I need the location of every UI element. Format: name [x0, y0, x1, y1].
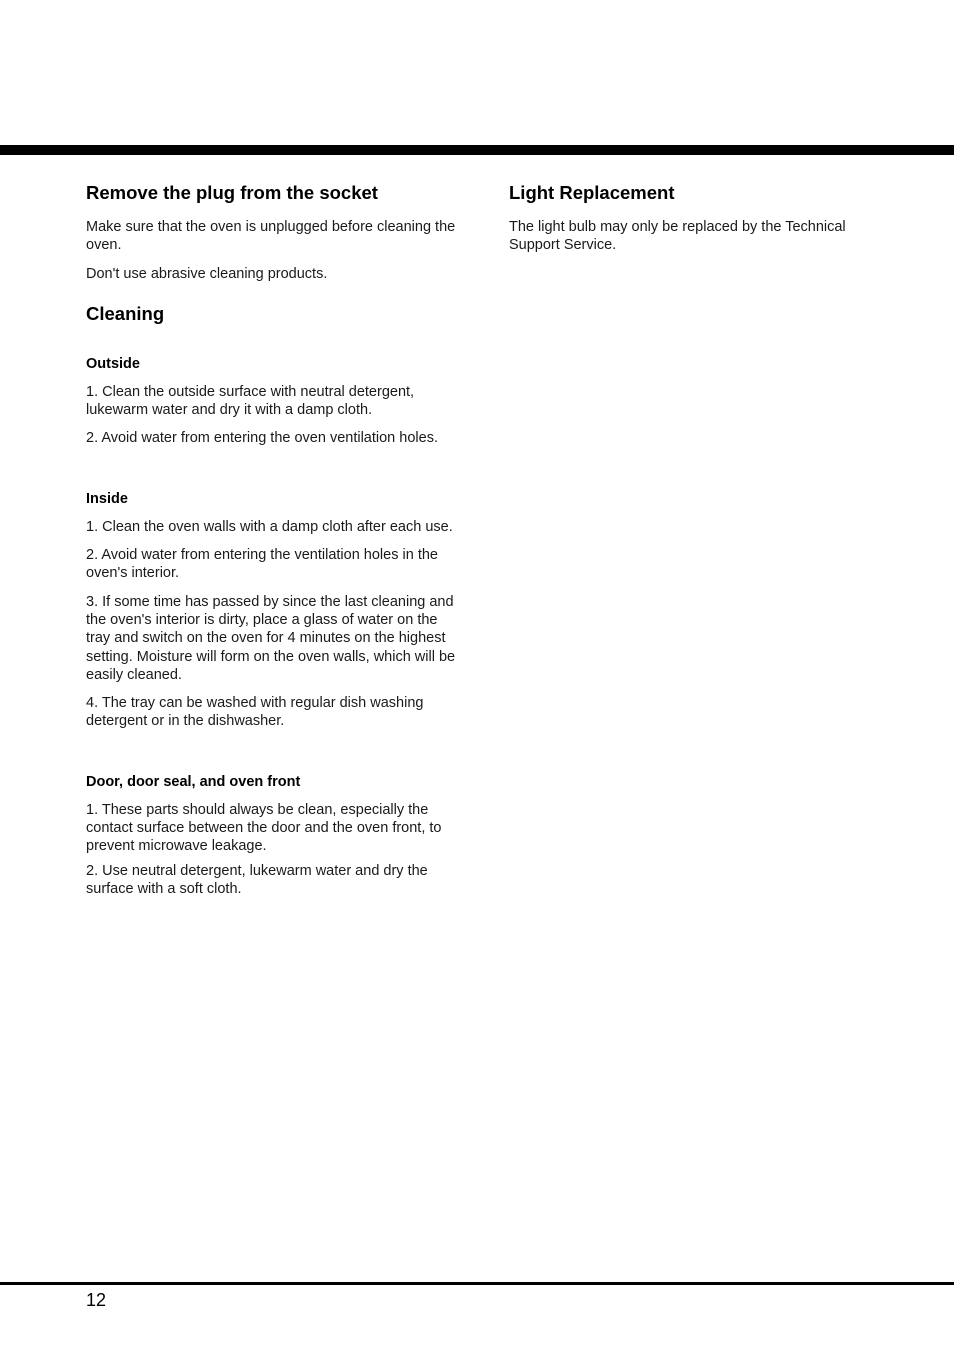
light-section — [509, 180, 879, 255]
outside-item: 1. Clean the outside surface with neutral detergent, lukewarm water and dry it with a damp cloth. — [86, 383, 415, 419]
plug-paragraph: Don't use abrasive cleaning products. — [86, 265, 328, 282]
inside-item: 4. The tray can be washed with regular dish washing detergent or in the dishwasher. — [86, 695, 424, 730]
plug-section — [86, 180, 464, 283]
light-paragraph: The light bulb may only be replaced by the Technical Support Service. — [509, 219, 846, 254]
left-column — [86, 180, 464, 908]
inside-item: 2. Avoid water from entering the ventilation holes in the oven's interior. — [86, 547, 438, 582]
inside-item: 3. If some time has passed by since the last cleaning and the oven's interior is dirty, place a glass of water on the tray and switch on the oven for 4 minutes on the highest setting. Moisture will form on the oven walls, which will be easily cleaned. — [86, 593, 456, 683]
outside-subheading: Outside — [86, 355, 140, 372]
cleaning-heading: Cleaning — [86, 302, 165, 324]
bottom-rule — [0, 1282, 954, 1285]
door-subheading: Door, door seal, and oven front — [86, 773, 301, 790]
outside-item: 2. Avoid water from entering the oven ventilation holes. — [86, 430, 438, 447]
inside-item: 1. Clean the oven walls with a damp cloth after each use. — [86, 518, 453, 535]
light-heading: Light Replacement — [509, 182, 675, 203]
door-item: 1. These parts should always be clean, especially the contact surface between the door and the oven front, to prevent microwave leakage. — [86, 801, 442, 855]
top-rule — [0, 145, 954, 155]
cleaning-section — [86, 301, 464, 898]
right-column — [509, 180, 879, 265]
plug-paragraph: Make sure that the oven is unplugged before cleaning the oven. — [86, 219, 456, 254]
page-number: 12 — [86, 1290, 107, 1310]
plug-heading: Remove the plug from the socket — [86, 182, 378, 203]
door-item: 2. Use neutral detergent, lukewarm water and dry the surface with a soft cloth. — [86, 862, 428, 897]
inside-subheading: Inside — [86, 490, 128, 507]
